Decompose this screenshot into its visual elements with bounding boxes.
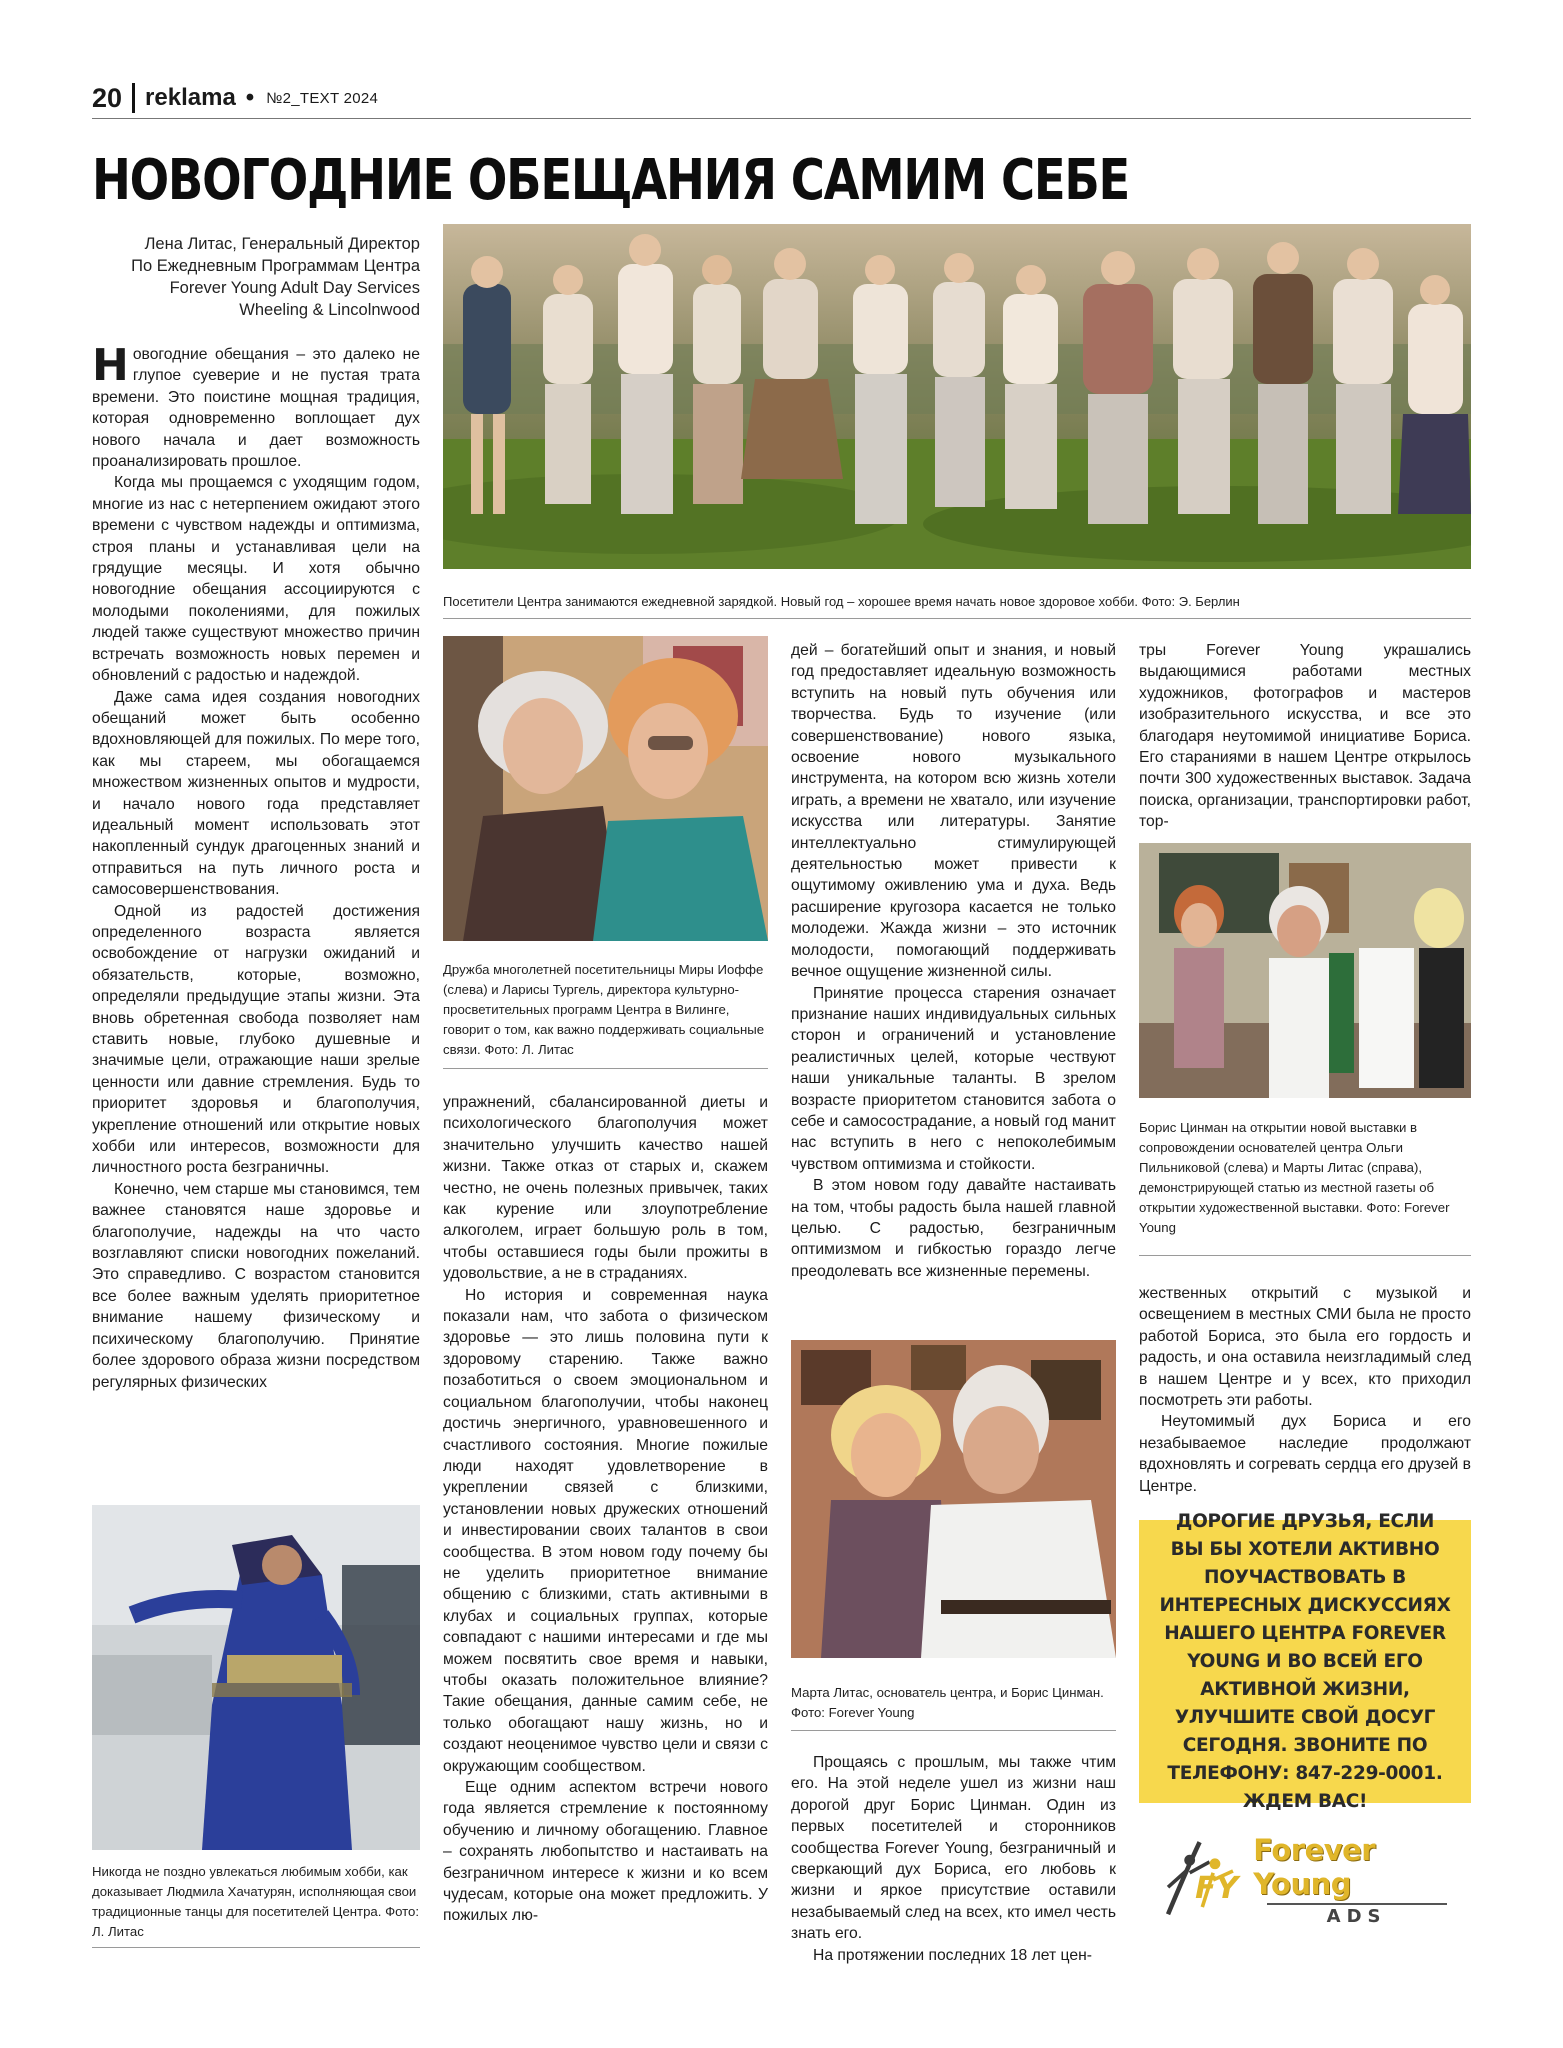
logo-figures-icon (1150, 1830, 1249, 1930)
byline-line: Forever Young Adult Day Services (169, 279, 420, 297)
byline-line: По Ежедневным Программам Центра (131, 257, 420, 275)
caption-main-photo: Посетители Центра занимаются ежедневной зарядкой. Новый год – хорошее время начать новое здоровое хобби. Фото: Э. Берлин (443, 594, 1240, 609)
article-paragraph: Конечно, чем старше мы становимся, тем важнее становятся наше здоровье и благополучие, надежды на что часто возглавляют списки новогодних пожеланий. Это справедливо. С возрастом становится все более важным уделять приоритетное внимание нашему физическому и психическому благополучию. Принятие более здорового образа жизни посредством регулярных физических (92, 1180, 420, 1391)
photo-dancer (92, 1505, 420, 1850)
article-paragraph: Но история и современная наука показали нам, что забота о физическом здоровье — это лишь половина пути к здоровому старению. Также важно позаботиться о своем эмоциональном и социальном благополучии, чтобы наконец достичь энергичного, уравновешенного и счастливого состояния. Многие пожилые люди находят удовлетворение в укреплении связей с близкими, установлении новых дружеских отношений и инвестировании своих талантов в свои сообщества. В этом новом году почему бы не уделить приоритетное внимание общению с близкими, стать активными в клубах и социальных группах, которые совпадают с нашими интересами и где мы можем посвятить свое время и навыки, чтобы оказать положительное влияние? Такие обещания, данные самим себе, не только обогащают нашу жизнь, но и создают неоценимое чувство цели и связи с окружающим сообществом. (443, 1286, 768, 1775)
article-column-4-continued (1139, 1283, 1471, 1497)
article-paragraph: В этом новом году давайте настаивать на том, чтобы радость была нашей главной целью. С радостью, безграничным оптимизмом и гибкостью гораздо легче преодолевать все жизненные перемены. (791, 1177, 1116, 1280)
article-column-3 (791, 640, 1116, 1282)
ad-box-contact (1139, 1510, 1471, 1812)
forever-young-logo (1150, 1830, 1460, 1930)
section-name: reklama (145, 84, 236, 111)
header-rule (92, 118, 1471, 119)
article-paragraph: Одной из радостей достижения определенного возраста является освобождение от нагрузки ожиданий и обязательств, которые, возможно, определяли предыдущие этапы жизни. Эта вновь обретенная свобода позволяет нам ставить новые, глубоко душевные и значимые цели, отражающие наши зрелые ценности или давние стремления. Будь то приоритет здоровья и благополучия, укрепление отношений или открытие новых хобби или интересов, возможности для личностного роста безграничны. (92, 902, 420, 1177)
article-column-4 (1139, 640, 1471, 833)
article-column-1 (92, 340, 420, 1393)
issue-label: №2_TEXT 2024 (266, 89, 379, 107)
photo-exercise-group (443, 224, 1471, 569)
article-paragraph: Неутомимый дух Бориса и его незабываемое наследие продолжают вдохновлять и согревать сердца его друзей в Центре. (1139, 1413, 1471, 1495)
article-paragraph: упражнений, сбалансированной диеты и психологического благополучия может значительно улучшить качество нашей жизни. Также отказ от старых и, скажем честно, не очень полезных привычек, таких как курение или злоупотребление алкоголем, играет большую роль в том, чтобы оставшиеся годы были прожиты в удовольствие, а не в страданиях. (443, 1094, 768, 1283)
logo-text (1253, 1833, 1460, 1927)
logo-name: Forever Young (1253, 1833, 1376, 1901)
page-number: 20 (92, 82, 123, 113)
caption-marta-boris: Марта Литас, основатель центра, и Борис Цинман. Фото: Forever Young (791, 1685, 1104, 1720)
caption-friends: Дружба многолетней посетительницы Миры Иоффе (слева) и Ларисы Тургель, директора культурно-просветительных программ Центра в Вилинге, говорит о том, как важно поддерживать социальные связи. Фото: Л. Литас (443, 962, 765, 1057)
photo-marta-boris (791, 1340, 1116, 1658)
article-paragraph: Когда мы прощаемся с уходящим годом, многие из нас с нетерпением ожидают этого времени с чувством надежды и оптимизма, строя планы и устанавливая цели на грядущие месяцы. И хотя обычно новогодние обещания ассоциируются с молодыми поколениями, для пожилых людей также существуют множество причин встречать возможность новых перемен и обновлений с радостью и надеждой. (92, 474, 420, 685)
drop-cap: Н (92, 340, 129, 391)
caption-rule (1139, 1255, 1471, 1256)
byline (92, 233, 420, 321)
byline-line: Wheeling & Lincolnwood (239, 301, 420, 319)
caption-rule (791, 1730, 1116, 1731)
article-column-3-continued (791, 1752, 1116, 1966)
caption-rule (443, 1068, 768, 1069)
page-header (92, 78, 378, 118)
ad-text: ДОРОГИЕ ДРУЗЬЯ, ЕСЛИ ВЫ БЫ ХОТЕЛИ АКТИВНО ПОУЧАСТВОВАТЬ В ИНТЕРЕСНЫХ ДИСКУССИЯХ НАШЕГО ЦЕНТРА FOREVER YOUNG И ВО ВСЕЙ ЕГО АКТИВНОЙ ЖИЗНИ, УЛУЧШИТЕ СВОЙ ДОСУГ СЕГОДНЯ. ЗВОНИТЕ ПО ТЕЛЕФОНУ: 847-229-0001. ЖДЕМ ВАС! (1159, 1510, 1451, 1812)
article-paragraph: дей – богатейший опыт и знания, и новый год предоставляет идеальную возможность вступить на новый путь обучения или творчества. Будь то изучение (или совершенствование) нового языка, освоение нового музыкального инструмента, на котором всю жизнь хотели играть, а времени не хватало, или изучение искусства или литературы. Занятие интеллектуально стимулирующей деятельностью может привести к ощутимому оживлению ума и духа. Ведь расширение кругозора касается не только молодежи. Жажда жизни – это источник молодости, помогающий поддерживать вечное ощущение жизненной силы. (791, 642, 1116, 981)
logo-mark: FY (1195, 1871, 1239, 1907)
article-paragraph: Прощаясь с прошлым, мы также чтим его. На этой неделе ушел из жизни наш дорогой друг Борис Цинман. Один из первых посетителей и сторонников сообщества Forever Young, безграничный и сверкающий дух Бориса, его любовь к жизни и яркое присутствие оставили незабываемый след на всех, кто имел честь знать его. (791, 1754, 1116, 1943)
article-paragraph: жественных открытий с музыкой и освещением в местных СМИ была не просто работой Бориса, это была его гордость и радость, и она оставила неизгладимый след в нашем Центре и у всех, кто приходил посмотреть эти работы. (1139, 1285, 1471, 1410)
byline-line: Лена Литас, Генеральный Директор (144, 235, 420, 253)
article-headline: НОВОГОДНИЕ ОБЕЩАНИЯ САМИМ СЕБЕ (92, 148, 1130, 213)
article-paragraph: тры Forever Young украшались выдающимися работами местных художников, фотографов и мастеров изобразительного искусства, и все это благодаря неутомимой инициативе Бориса. Его стараниями в нашем Центре открылось почти 300 художественных выставок. Задача поиска, организации, транспортировки работ, тор- (1139, 642, 1471, 831)
logo-subtitle: ADS (1267, 1903, 1447, 1927)
caption-rule (92, 1947, 420, 1948)
article-paragraph: На протяжении последних 18 лет цен- (813, 1946, 1092, 1964)
article-column-2 (443, 1092, 768, 1927)
caption-boris-exhibition: Борис Цинман на открытии новой выставки в сопровождении основателей центра Ольги Пильниковой (слева) и Марты Литас (справа), демонстрирующей статью из местной газеты об открытии художественной выставки. Фото: Forever Young (1139, 1120, 1450, 1235)
article-paragraph: Еще одним аспектом встречи нового года является стремление к постоянному обучению и личному обогащению. Главное – сохранять любопытство и настаивать на безграничном интересе к жизни и ко всем чудесам, которые она может предложить. У пожилых лю- (443, 1779, 768, 1925)
photo-boris-exhibition (1139, 843, 1471, 1098)
photo-friends (443, 636, 768, 941)
article-paragraph: Даже сама идея создания новогодних обещаний может быть особенно вдохновляющей для пожилых. По мере того, как мы стареем, мы обогащаемся множеством жизненных опытов и мудрости, и начало нового года представляет идеальный момент использовать этот накопленный сундук драгоценных знаний и отправиться на путь личного роста и самосовершенствования. (92, 688, 420, 899)
caption-rule (443, 618, 1471, 619)
header-divider (132, 83, 135, 113)
caption-dancer: Никогда не поздно увлекаться любимым хобби, как доказывает Людмила Хачатурян, исполняющая свои традиционные танцы для посетителей Центра. Фото: Л. Литас (92, 1864, 420, 1939)
article-paragraph: Принятие процесса старения означает признание наших индивидуальных сильных сторон и ограничений и установление реалистичных целей, которые чествуют наши уникальные таланты. В зрелом возрасте приоритетом становится забота о себе и самосострадание, а новый год манит нас вступить в него с непоколебимым чувством оптимизма и стойкости. (791, 984, 1116, 1173)
article-paragraph: Новогодние обещания – это далеко не глупое суеверие и не пустая трата времени. Это поистине мощная традиция, которая одновременно воплощает дух нового начала и дает возможность проанализировать прошлое. (92, 340, 420, 471)
header-bullet: • (245, 84, 255, 111)
